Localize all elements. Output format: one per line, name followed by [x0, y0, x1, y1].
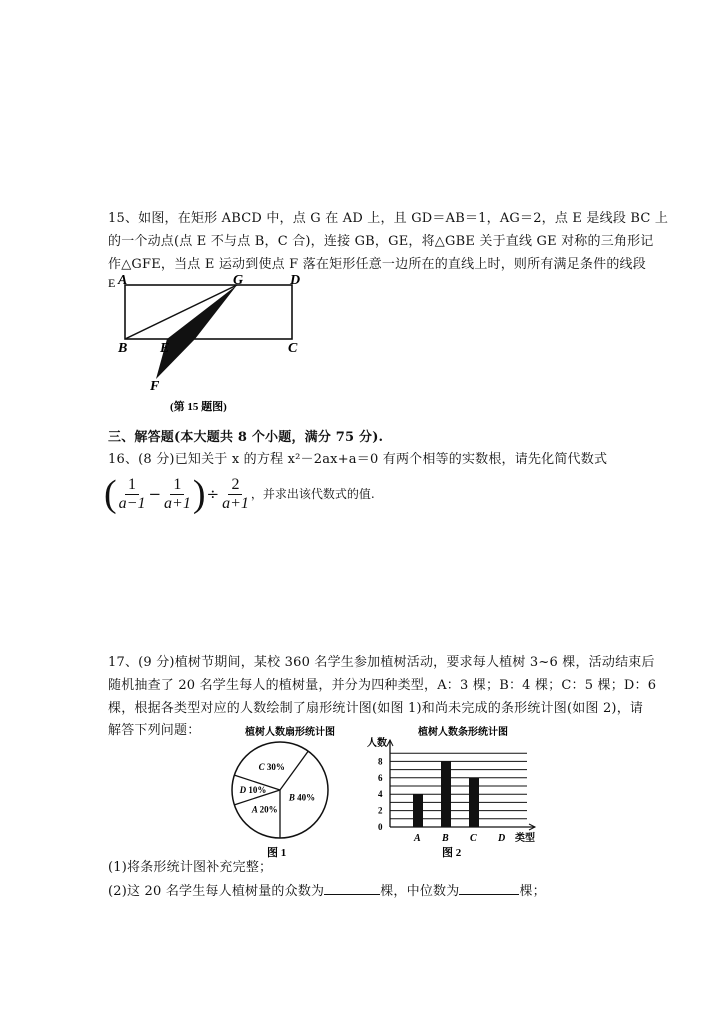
q15-line-2: 的一个动点(点 E 不与点 B，C 合)，连接 GB，GE，将△GBE 关于直线 GE 对称的三角形记	[108, 234, 654, 249]
q17-line-2: 随机抽查了 20 名学生每人的植树量，并分为四种类型，A：3 棵；B：4 棵；C：5 棵；D：6	[108, 678, 657, 693]
q17-line-4: 解答下列问题：	[108, 723, 201, 738]
y-tick-label: 0	[378, 822, 383, 832]
y-tick-label: 6	[378, 772, 383, 783]
figure-caption: (第 15 题图)	[170, 401, 227, 413]
y-tick-label: 2	[378, 805, 383, 816]
pie-chart	[225, 718, 345, 863]
bar-chart	[365, 718, 545, 863]
x-tick-label: A	[414, 833, 421, 844]
pie-title: 植树人数扇形统计图	[245, 727, 335, 738]
triangle-gfe	[156, 285, 237, 379]
q17-line-3: 棵，根据各类型对应的人数绘制了扇形统计图(如图 1)和尚未完成的条形统计图(如图 2)，请	[108, 701, 644, 716]
bar-b	[441, 761, 451, 827]
pie-slice-label-c: C 30%	[258, 762, 285, 773]
label-e: E	[160, 341, 170, 356]
q17-sub-1: (1)将条形统计图补充完整；	[108, 860, 273, 875]
right-paren: )	[192, 473, 206, 515]
q15-figure	[100, 268, 320, 418]
stray-label-e: E	[108, 276, 116, 290]
divide-sign: ÷	[206, 485, 220, 503]
q17-line-1: 17、(9 分)植树节期间，某校 360 名学生参加植树活动，要求每人植树 3~6 棵，活动结束后	[108, 655, 655, 670]
x-tick-label: C	[470, 833, 477, 844]
pie-slice-label-d: D 10%	[239, 785, 267, 795]
answer-blank-mode[interactable]	[324, 882, 380, 895]
fraction-3: $\frac{2}{a+1}$	[222, 475, 249, 512]
q16-tail: ，并求出该代数式的值.	[250, 487, 375, 501]
pie-slice-label-a: A 20%	[251, 804, 278, 815]
label-a: A	[118, 273, 128, 288]
y-tick-label: 4	[378, 789, 383, 800]
y-axis-label: 人数	[367, 738, 387, 749]
label-b: B	[118, 341, 128, 356]
bar-caption: 图 2	[442, 847, 462, 859]
bar-a	[413, 794, 423, 827]
label-g: G	[233, 273, 244, 288]
bar-title: 植树人数条形统计图	[418, 727, 508, 738]
pie-slice-label-b: B 40%	[288, 792, 316, 803]
x-tick-label: D	[498, 833, 506, 844]
answer-blank-median[interactable]	[459, 882, 519, 895]
q16-expression	[104, 474, 375, 514]
fraction-1: $\frac{1}{a-1}$	[118, 475, 146, 512]
label-d: D	[290, 273, 301, 288]
label-c: C	[288, 341, 298, 356]
x-tick-label: B	[442, 833, 449, 844]
bar-c	[469, 778, 479, 827]
x-axis-label: 类型	[515, 833, 535, 844]
fraction-2: $\frac{1}{a+1}$	[164, 475, 191, 512]
y-tick-label: 8	[378, 756, 383, 767]
minus-sign: −	[148, 485, 162, 503]
label-f: F	[150, 379, 160, 394]
pie-caption: 图 1	[267, 847, 287, 859]
section-heading: 三、解答题(本大题共 8 个小题，满分 75 分).	[108, 430, 384, 445]
q17-sub-2: (2)这 20 名学生每人植树量的众数为 棵，中位数为 棵；	[108, 884, 546, 899]
q16-line-1: 16、(8 分)已知关于 x 的方程 x²－2ax+a＝0 有两个相等的实数根，请先化简代数式	[108, 452, 608, 467]
q15-line-3: 作△GFE，当点 E 运动到使点 F 落在矩形任意一边所在的直线上时，则所有满足条件的线段	[108, 257, 646, 272]
left-paren: (	[104, 473, 117, 515]
q15-line-1: 15、如图，在矩形 ABCD 中，点 G 在 AD 上，且 GD＝AB＝1，AG＝2，点 E 是线段 BC 上	[108, 211, 669, 226]
